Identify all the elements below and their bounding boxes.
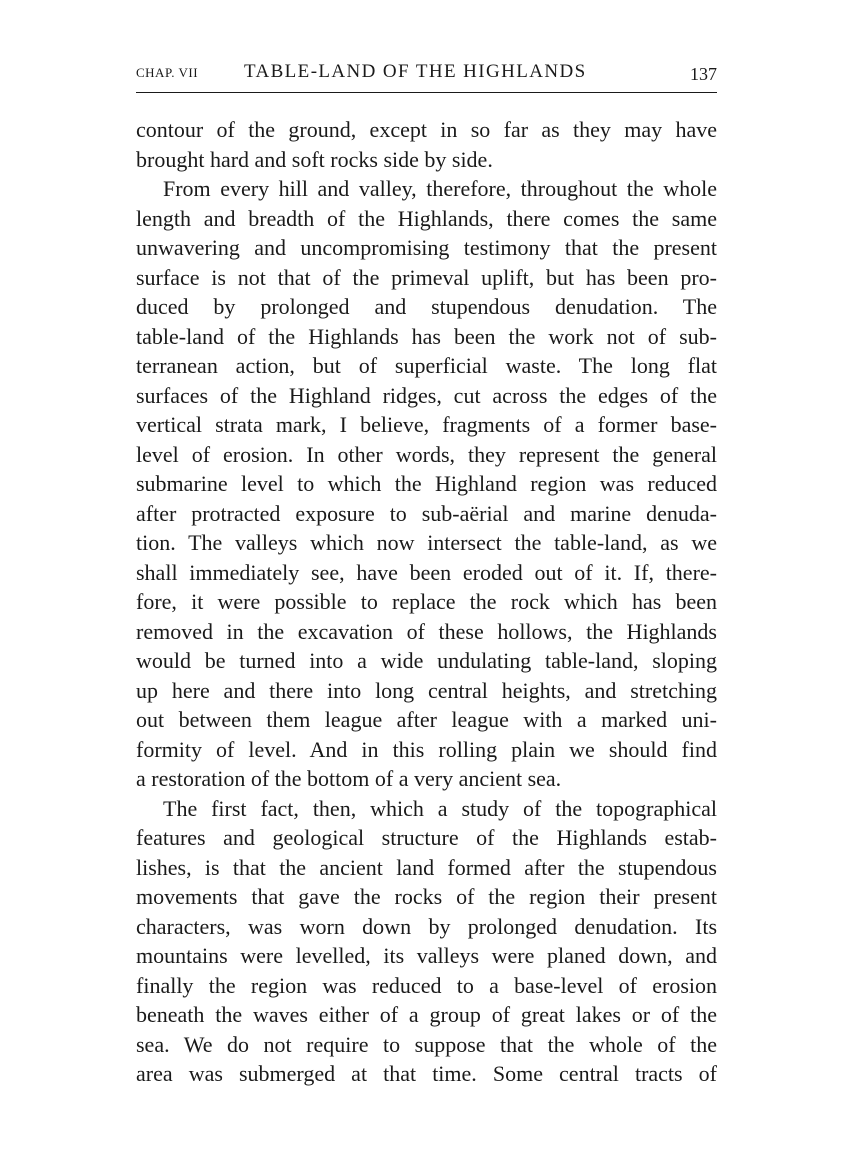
text-line: features and geological structure of the Highlands estab- bbox=[136, 825, 717, 850]
text-line: would be turned into a wide undulating table-land, sloping bbox=[136, 648, 717, 673]
text-line: a restoration of the bottom of a very ancient sea. bbox=[136, 766, 562, 791]
text-line: area was submerged at that time. Some central tracts of bbox=[136, 1061, 717, 1086]
paragraph bbox=[136, 794, 717, 1089]
text-line: level of erosion. In other words, they represent the general bbox=[136, 441, 717, 467]
book-page bbox=[136, 58, 717, 1089]
text-line: removed in the excavation of these hollows, the Highlands bbox=[136, 618, 717, 644]
text-line: duced by prolonged and stupendous denudation. The bbox=[136, 294, 717, 319]
text-line: table-land of the Highlands has been the work not of sub- bbox=[136, 323, 717, 349]
text-line: mountains were levelled, its valleys were planed down, and bbox=[136, 943, 717, 968]
text-line: terranean action, but of superficial waste. The long flat bbox=[136, 353, 717, 378]
text-line: sea. We do not require to suppose that the whole of the bbox=[136, 1031, 717, 1057]
body-text bbox=[136, 115, 717, 1089]
text-line: after protracted exposure to sub-aërial and marine denuda- bbox=[136, 500, 717, 526]
text-line: length and breadth of the Highlands, there comes the same bbox=[136, 205, 717, 231]
text-line: submarine level to which the Highland region was reduced bbox=[136, 471, 717, 496]
text-line: From every hill and valley, therefore, throughout the whole bbox=[163, 176, 717, 201]
running-header bbox=[136, 58, 717, 93]
paragraph bbox=[136, 174, 717, 794]
text-line: finally the region was reduced to a base-level of erosion bbox=[136, 972, 717, 998]
text-line: fore, it were possible to replace the rock which has been bbox=[136, 589, 717, 614]
text-line: vertical strata mark, I believe, fragments of a former base- bbox=[136, 412, 717, 437]
running-title: TABLE-LAND OF THE HIGHLANDS bbox=[244, 61, 587, 82]
paragraph bbox=[136, 115, 717, 174]
page-number: 137 bbox=[690, 64, 717, 84]
text-line: lishes, is that the ancient land formed after the stupendous bbox=[136, 854, 717, 880]
text-line: movements that gave the rocks of the region their present bbox=[136, 884, 717, 909]
text-line: The first fact, then, which a study of the topographical bbox=[163, 795, 717, 821]
text-line: surfaces of the Highland ridges, cut across the edges of the bbox=[136, 382, 717, 408]
text-line: up here and there into long central heights, and stretching bbox=[136, 677, 717, 703]
text-line: characters, was worn down by prolonged denudation. Its bbox=[136, 913, 717, 939]
text-line: out between them league after league with a marked uni- bbox=[136, 707, 717, 732]
text-line: tion. The valleys which now intersect the table-land, as we bbox=[136, 530, 717, 555]
text-line: brought hard and soft rocks side by side. bbox=[136, 146, 493, 172]
text-line: surface is not that of the primeval uplift, but has been pro- bbox=[136, 264, 717, 290]
chapter-label: CHAP. VII bbox=[136, 65, 199, 80]
text-line: shall immediately see, have been eroded out of it. If, there- bbox=[136, 559, 717, 585]
text-line: contour of the ground, except in so far as they may have bbox=[136, 117, 717, 142]
text-line: formity of level. And in this rolling plain we should find bbox=[136, 736, 717, 762]
text-line: beneath the waves either of a group of great lakes or of the bbox=[136, 1002, 717, 1027]
text-line: unwavering and uncompromising testimony that the present bbox=[136, 235, 717, 260]
